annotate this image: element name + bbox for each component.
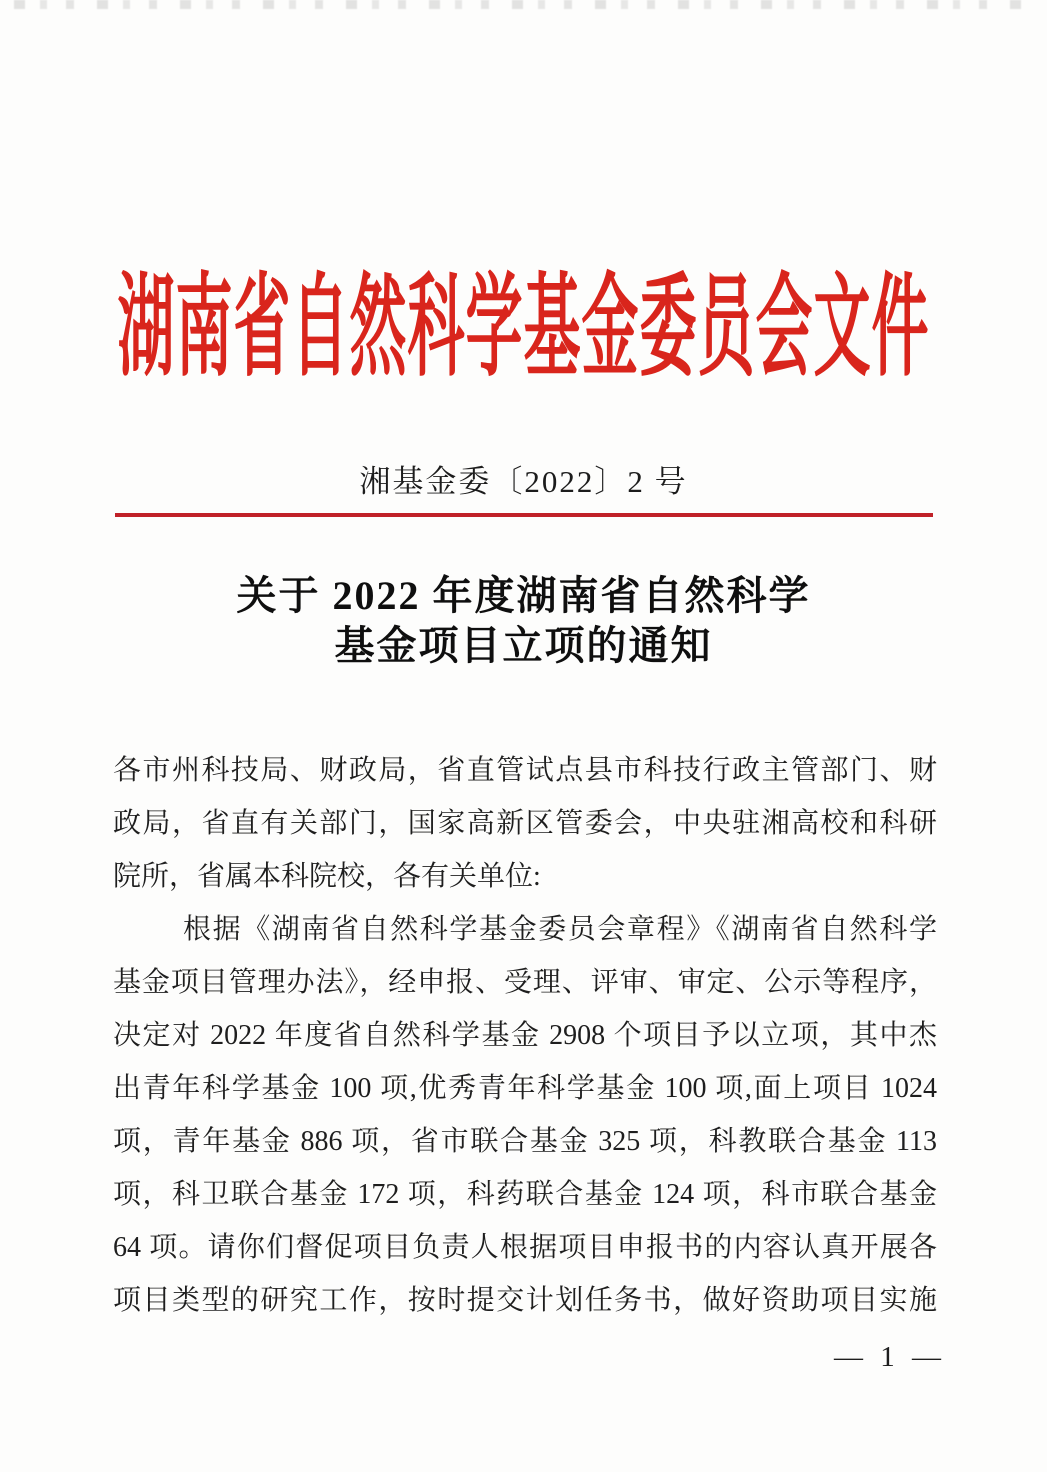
red-divider-line (115, 513, 933, 517)
body-line: 出青年科学基金 100 项,优秀青年科学基金 100 项,面上项目 1024 (113, 1073, 937, 1104)
body-line: 项，科卫联合基金 172 项，科药联合基金 124 项，科市联合基金 (113, 1179, 937, 1210)
document-title (0, 571, 1047, 671)
document-title-line2: 基金项目立项的通知 (334, 623, 713, 668)
body-line: 决定对 2022 年度省自然科学基金 2908 个项目予以立项，其中杰 (113, 1020, 937, 1051)
document-number: 湘基金委〔2022〕2 号 (359, 464, 688, 499)
body-line: 各市州科技局、财政局，省直管试点县市科技行政主管部门、财 (113, 755, 937, 786)
document-title-line1: 关于 2022 年度湖南省自然科学 (236, 573, 811, 618)
body-line: 项，青年基金 886 项，省市联合基金 325 项，科教联合基金 113 (113, 1126, 937, 1157)
body-line: 基金项目管理办法》，经申报、受理、评审、审定、公示等程序， (113, 967, 937, 998)
document-body (113, 744, 937, 1327)
body-line: 院所，省属本科院校，各有关单位: (113, 861, 541, 892)
document-letterhead-title: 湖南省自然科学基金委员会文件 (117, 267, 930, 391)
body-line: 根据《湖南省自然科学基金委员会章程》《湖南省自然科学 (183, 914, 937, 945)
body-line: 政局，省直有关部门，国家高新区管委会，中央驻湘高校和科研 (113, 808, 937, 839)
scan-artifact-strip (14, 0, 1033, 9)
body-line: 64 项。请你们督促项目负责人根据项目申报书的内容认真开展各 (113, 1232, 937, 1263)
page-number: — 1 — (834, 1341, 946, 1373)
body-line: 项目类型的研究工作，按时提交计划任务书，做好资助项目实施 (113, 1285, 937, 1316)
